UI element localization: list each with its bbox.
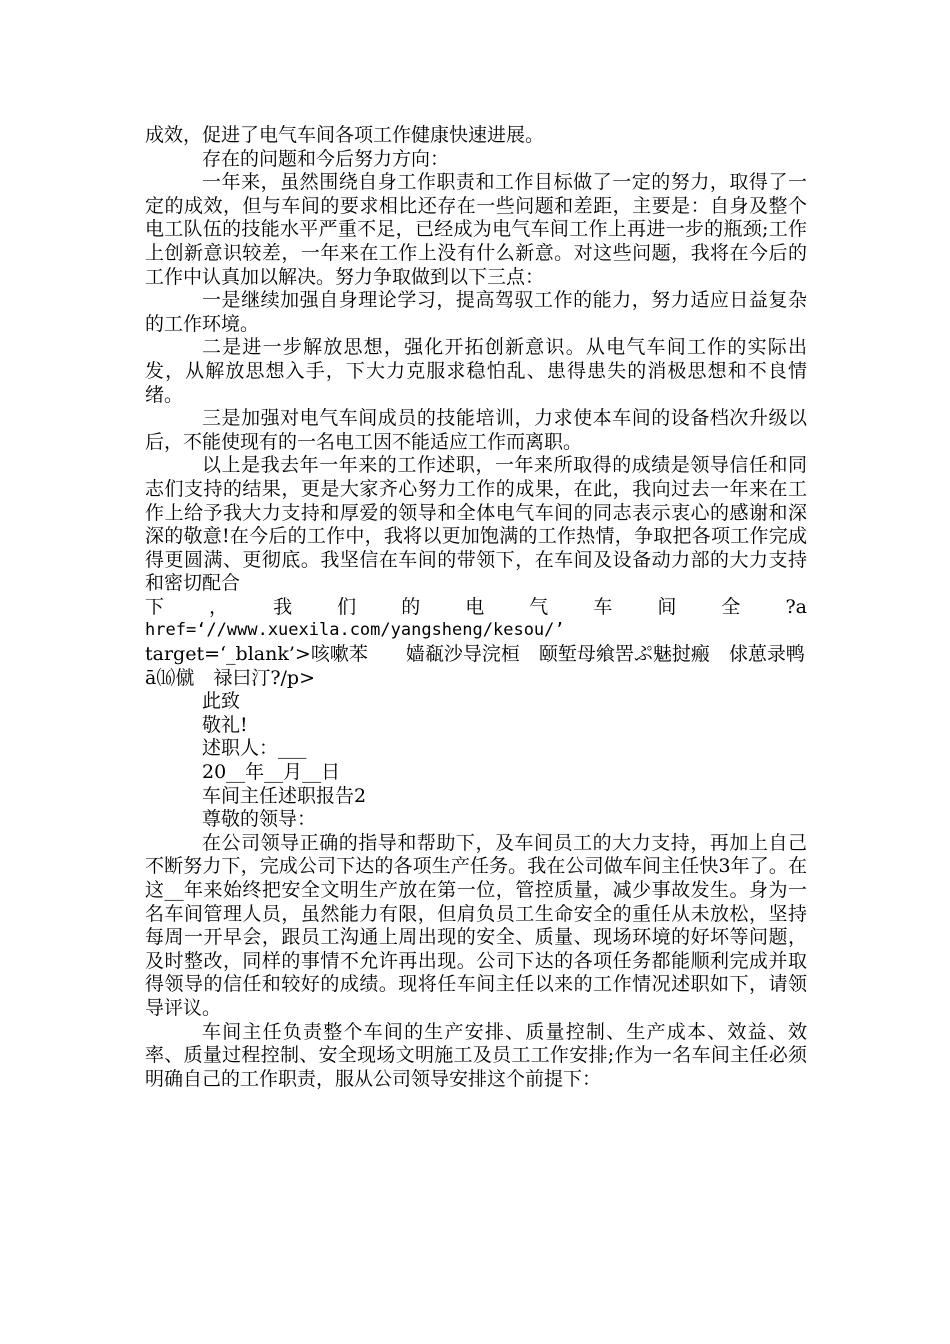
paragraph-1: 成效，促进了电气车间各项工作健康快速进展。 <box>145 124 545 146</box>
reporter-line: 述职人：___ <box>202 737 307 760</box>
paragraph-18: 车间主任负责整个车间的生产安排、质量控制、生产成本、效益、效率、质量过程控制、安全现场文明施工及员工工作安排;作为一名车间主任必须明确自己的工作职责，服从公司领导安排这个前提下： <box>145 1020 807 1090</box>
paragraph-8: 下，我们的电气车间全?a <box>145 595 807 618</box>
paragraph-2: 存在的问题和今后努力方向： <box>202 147 450 170</box>
paragraph-9: href=‘//www.xuexila.com/yangsheng/kesou/’ <box>145 620 565 641</box>
greeting: 尊敬的领导： <box>202 808 317 831</box>
closing-regards: 敬礼! <box>202 713 248 736</box>
paragraph-3: 一年来，虽然围绕自身工作职责和工作目标做了一定的努力，取得了一定的成效，但与车间的要求相比还存在一些问题和差距，主要是：自身及整个电工队伍的技能水平严重不足，已经成为电气车间工作上再进一步的瓶颈;工作上创新意识较差，一年来在工作上没有什么新意。对这些问题，我将在今后的工作中认真加以解决。努力争取做到以下三点： <box>145 171 807 288</box>
section-title: 车间主任述职报告2 <box>202 784 367 807</box>
paragraph-4: 一是继续加强自身理论学习，提高驾驭工作的能力，努力适应日益复杂的工作环境。 <box>145 289 807 335</box>
date-line: 20__年__月__日 <box>202 761 341 784</box>
paragraph-7: 以上是我去年一年来的工作述职，一年来所取得的成绩是领导信任和同志们支持的结果，更是大家齐心努力工作的成果，在此，我向过去一年来在工作上给予我大力支持和厚爱的领导和全体电气车间的同志表示衷心的感谢和深深的敬意!在今后的工作中，我将以更加饱满的工作热情，争取把各项工作完成得更圆满、更彻底。我坚信在车间的带领下，在车间及设备动力部的大力支持和密切配合 <box>145 454 807 595</box>
paragraph-17: 在公司领导正确的指导和帮助下，及车间员工的大力支持，再加上自己不断努力下，完成公司下达的各项生产任务。我在公司做车间主任快3年了。在这__年来始终把安全文明生产放在第一位，管控质量，减少事故发生。身为一名车间管理人员，虽然能力有限，但肩负员工生命安全的重任从未放松，坚持每周一开早会，跟员工沟通上周出现的安全、质量、现场环境的好坏等问题，及时整改，同样的事情不允许再出现。公司下达的各项任务都能顺利完成并取得领导的信任和较好的成绩。现将任车间主任以来的工作情况述职如下，请领导评议。 <box>145 831 807 1019</box>
document-body <box>145 124 807 1091</box>
closing-salutation: 此致 <box>202 690 241 713</box>
paragraph-5: 二是进一步解放思想，强化开拓创新意识。从电气车间工作的实际出发，从解放思想入手，下大力克服求稳怕乱、患得患失的消极思想和不良情绪。 <box>145 336 807 406</box>
paragraph-6: 三是加强对电气车间成员的技能培训，力求使本车间的设备档次升级以后，不能使现有的一名电工因不能适应工作而离职。 <box>145 407 807 453</box>
paragraph-10: target=‘_blank’>咳嗽苯 嫱瓻沙导浣桓 颐堑母飨罟ぷ魅挝瘢 俅葸录鸭ā⒃僦 禄曰汀?/p> <box>145 643 805 689</box>
